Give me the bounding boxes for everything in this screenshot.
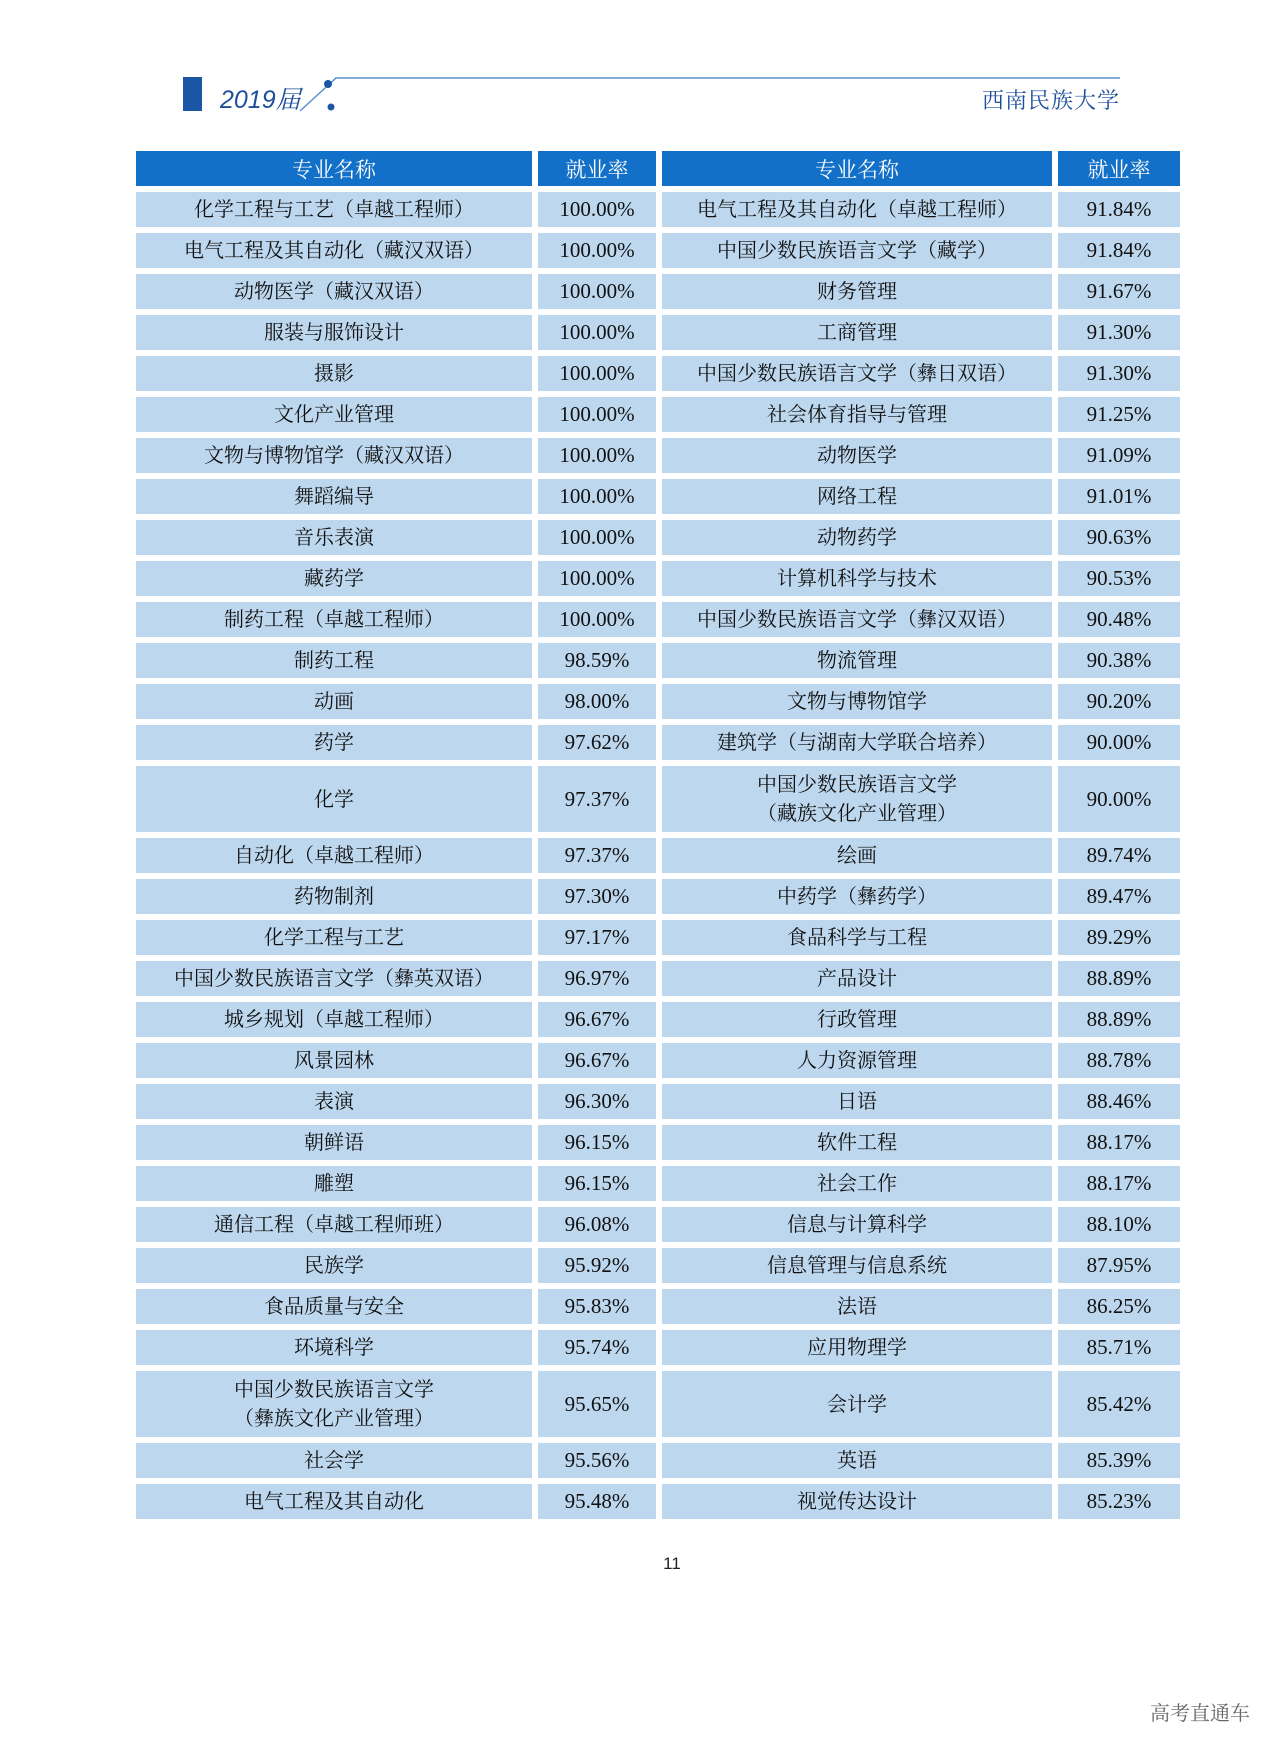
major-name-right: 中药学（彝药学）: [662, 879, 1052, 914]
major-name-right-line: （藏族文化产业管理）: [757, 801, 957, 825]
rate-left: 100.00%: [538, 397, 656, 432]
rate-right: 91.30%: [1058, 356, 1180, 391]
major-name-left: 制药工程: [136, 643, 532, 678]
table-row: [136, 1125, 1180, 1160]
table-row: [136, 1248, 1180, 1283]
rate-right: 89.29%: [1058, 920, 1180, 955]
major-name-right: 行政管理: [662, 1002, 1052, 1037]
major-name-right: 软件工程: [662, 1125, 1052, 1160]
major-name-left: [136, 1371, 532, 1437]
major-name-left: 藏药学: [136, 561, 532, 596]
rate-left: 100.00%: [538, 602, 656, 637]
major-name-right: 信息管理与信息系统: [662, 1248, 1052, 1283]
major-name-left: 朝鲜语: [136, 1125, 532, 1160]
major-name-left: 文物与博物馆学（藏汉双语）: [136, 438, 532, 473]
rate-left: 96.30%: [538, 1084, 656, 1119]
major-name-left: 民族学: [136, 1248, 532, 1283]
major-name-left: 药物制剂: [136, 879, 532, 914]
header-rate-right: 就业率: [1058, 151, 1180, 186]
rate-left: 98.59%: [538, 643, 656, 678]
major-name-right: 计算机科学与技术: [662, 561, 1052, 596]
rate-left: 95.56%: [538, 1443, 656, 1478]
major-name-right: 动物药学: [662, 520, 1052, 555]
table-row: [136, 602, 1180, 637]
rate-right: 90.20%: [1058, 684, 1180, 719]
major-name-left: 化学工程与工艺（卓越工程师）: [136, 192, 532, 227]
table-row: [136, 838, 1180, 873]
header-rate-left: 就业率: [538, 151, 656, 186]
table-row: [136, 1084, 1180, 1119]
major-name-right: 绘画: [662, 838, 1052, 873]
major-name-left: 电气工程及其自动化: [136, 1484, 532, 1519]
major-name-left: 化学: [136, 766, 532, 832]
rate-right: 90.53%: [1058, 561, 1180, 596]
rate-left: 100.00%: [538, 274, 656, 309]
rate-left: 97.37%: [538, 766, 656, 832]
rate-right: 88.78%: [1058, 1043, 1180, 1078]
table-row: [136, 561, 1180, 596]
major-name-left: 服装与服饰设计: [136, 315, 532, 350]
rate-right: 90.48%: [1058, 602, 1180, 637]
table-row: [136, 643, 1180, 678]
major-name-left: 文化产业管理: [136, 397, 532, 432]
rate-left: 96.67%: [538, 1002, 656, 1037]
major-name-left: 环境科学: [136, 1330, 532, 1365]
header-year: 2019届: [220, 86, 301, 114]
major-name-right: 动物医学: [662, 438, 1052, 473]
rate-left: 100.00%: [538, 561, 656, 596]
major-name-left: 制药工程（卓越工程师）: [136, 602, 532, 637]
header-major-name-left: 专业名称: [136, 151, 532, 186]
major-name-right: 工商管理: [662, 315, 1052, 350]
table-row: [136, 766, 1180, 832]
major-name-left: 自动化（卓越工程师）: [136, 838, 532, 873]
major-name-right: 信息与计算科学: [662, 1207, 1052, 1242]
page-header: [0, 0, 1280, 130]
rate-left: 95.92%: [538, 1248, 656, 1283]
table-row: [136, 479, 1180, 514]
table-row: [136, 1043, 1180, 1078]
major-name-left: 动画: [136, 684, 532, 719]
major-name-left-line: （彝族文化产业管理）: [234, 1406, 434, 1430]
rate-left: 100.00%: [538, 315, 656, 350]
major-name-right: 食品科学与工程: [662, 920, 1052, 955]
header-major-name-right: 专业名称: [662, 151, 1052, 186]
rate-right: 91.30%: [1058, 315, 1180, 350]
major-name-right: 建筑学（与湖南大学联合培养）: [662, 725, 1052, 760]
table-row: [136, 725, 1180, 760]
table-row: [136, 1289, 1180, 1324]
major-name-left: 中国少数民族语言文学（彝英双语）: [136, 961, 532, 996]
rate-left: 97.37%: [538, 838, 656, 873]
rate-right: 91.25%: [1058, 397, 1180, 432]
major-name-right: 社会体育指导与管理: [662, 397, 1052, 432]
rate-right: 88.89%: [1058, 961, 1180, 996]
table-body: [136, 192, 1180, 1519]
rate-left: 95.83%: [538, 1289, 656, 1324]
table-row: [136, 233, 1180, 268]
table-row: [136, 920, 1180, 955]
rate-left: 95.48%: [538, 1484, 656, 1519]
employment-rate-table-container: [136, 151, 1168, 1519]
major-name-left: 化学工程与工艺: [136, 920, 532, 955]
table-header-row: [136, 151, 1180, 186]
rate-left: 100.00%: [538, 192, 656, 227]
rate-left: 100.00%: [538, 479, 656, 514]
table-row: [136, 961, 1180, 996]
rate-right: 85.23%: [1058, 1484, 1180, 1519]
table-row: [136, 1207, 1180, 1242]
major-name-left-line: 中国少数民族语言文学: [234, 1377, 434, 1401]
major-name-left: 食品质量与安全: [136, 1289, 532, 1324]
major-name-right: 文物与博物馆学: [662, 684, 1052, 719]
rate-right: 88.10%: [1058, 1207, 1180, 1242]
rate-right: 88.89%: [1058, 1002, 1180, 1037]
major-name-left: 舞蹈编导: [136, 479, 532, 514]
major-name-left: 药学: [136, 725, 532, 760]
rate-left: 96.08%: [538, 1207, 656, 1242]
table-row: [136, 397, 1180, 432]
rate-right: 88.46%: [1058, 1084, 1180, 1119]
major-name-right: 物流管理: [662, 643, 1052, 678]
rate-right: 85.42%: [1058, 1371, 1180, 1437]
rate-right: 85.39%: [1058, 1443, 1180, 1478]
header-school-name: 西南民族大学: [981, 89, 1120, 114]
major-name-right: 网络工程: [662, 479, 1052, 514]
rate-right: 91.67%: [1058, 274, 1180, 309]
rate-left: 100.00%: [538, 356, 656, 391]
rate-right: 85.71%: [1058, 1330, 1180, 1365]
table-row: [136, 1002, 1180, 1037]
rate-right: 88.17%: [1058, 1166, 1180, 1201]
major-name-left: 摄影: [136, 356, 532, 391]
major-name-left: 城乡规划（卓越工程师）: [136, 1002, 532, 1037]
rate-right: 90.00%: [1058, 766, 1180, 832]
rate-left: 100.00%: [538, 520, 656, 555]
table-row: [136, 1166, 1180, 1201]
rate-right: 87.95%: [1058, 1248, 1180, 1283]
table-row: [136, 1330, 1180, 1365]
rate-left: 96.15%: [538, 1125, 656, 1160]
table-row: [136, 274, 1180, 309]
rate-left: 95.65%: [538, 1371, 656, 1437]
major-name-right: 法语: [662, 1289, 1052, 1324]
table-row: [136, 1371, 1180, 1437]
major-name-right: 应用物理学: [662, 1330, 1052, 1365]
rate-right: 90.00%: [1058, 725, 1180, 760]
rate-right: 90.63%: [1058, 520, 1180, 555]
table-row: [136, 1484, 1180, 1519]
rate-right: 91.01%: [1058, 479, 1180, 514]
table-row: [136, 356, 1180, 391]
major-name-left: 风景园林: [136, 1043, 532, 1078]
rate-left: 97.17%: [538, 920, 656, 955]
watermark-text: 高考直通车: [1150, 1701, 1250, 1725]
rate-left: 98.00%: [538, 684, 656, 719]
rate-left: 96.67%: [538, 1043, 656, 1078]
table-row: [136, 520, 1180, 555]
major-name-right: 社会工作: [662, 1166, 1052, 1201]
rate-left: 97.30%: [538, 879, 656, 914]
table-row: [136, 1443, 1180, 1478]
rate-right: 91.84%: [1058, 192, 1180, 227]
major-name-right-line: 中国少数民族语言文学: [757, 772, 957, 796]
major-name-right: 人力资源管理: [662, 1043, 1052, 1078]
major-name-right: 日语: [662, 1084, 1052, 1119]
rate-right: 86.25%: [1058, 1289, 1180, 1324]
major-name-left: 雕塑: [136, 1166, 532, 1201]
rate-right: 91.84%: [1058, 233, 1180, 268]
rate-left: 96.15%: [538, 1166, 656, 1201]
table-row: [136, 684, 1180, 719]
major-name-left: 动物医学（藏汉双语）: [136, 274, 532, 309]
table-row: [136, 438, 1180, 473]
rate-left: 100.00%: [538, 233, 656, 268]
major-name-right: 财务管理: [662, 274, 1052, 309]
major-name-left: 音乐表演: [136, 520, 532, 555]
major-name-left: 表演: [136, 1084, 532, 1119]
major-name-right: 中国少数民族语言文学（藏学）: [662, 233, 1052, 268]
rate-right: 91.09%: [1058, 438, 1180, 473]
rate-right: 89.47%: [1058, 879, 1180, 914]
table-row: [136, 192, 1180, 227]
major-name-left: 通信工程（卓越工程师班）: [136, 1207, 532, 1242]
major-name-left: 电气工程及其自动化（藏汉双语）: [136, 233, 532, 268]
employment-rate-table: [130, 145, 1186, 1525]
major-name-right: 视觉传达设计: [662, 1484, 1052, 1519]
major-name-right: 英语: [662, 1443, 1052, 1478]
major-name-right: 中国少数民族语言文学（彝汉双语）: [662, 602, 1052, 637]
major-name-left: 社会学: [136, 1443, 532, 1478]
page-number: 11: [663, 1554, 681, 1573]
table-row: [136, 315, 1180, 350]
major-name-right: 电气工程及其自动化（卓越工程师）: [662, 192, 1052, 227]
rate-left: 97.62%: [538, 725, 656, 760]
major-name-right: 中国少数民族语言文学（彝日双语）: [662, 356, 1052, 391]
rate-left: 100.00%: [538, 438, 656, 473]
table-row: [136, 879, 1180, 914]
rate-left: 95.74%: [538, 1330, 656, 1365]
rate-right: 89.74%: [1058, 838, 1180, 873]
rate-right: 90.38%: [1058, 643, 1180, 678]
rate-right: 88.17%: [1058, 1125, 1180, 1160]
rate-left: 96.97%: [538, 961, 656, 996]
major-name-right: 会计学: [662, 1371, 1052, 1437]
major-name-right: 产品设计: [662, 961, 1052, 996]
major-name-right: [662, 766, 1052, 832]
